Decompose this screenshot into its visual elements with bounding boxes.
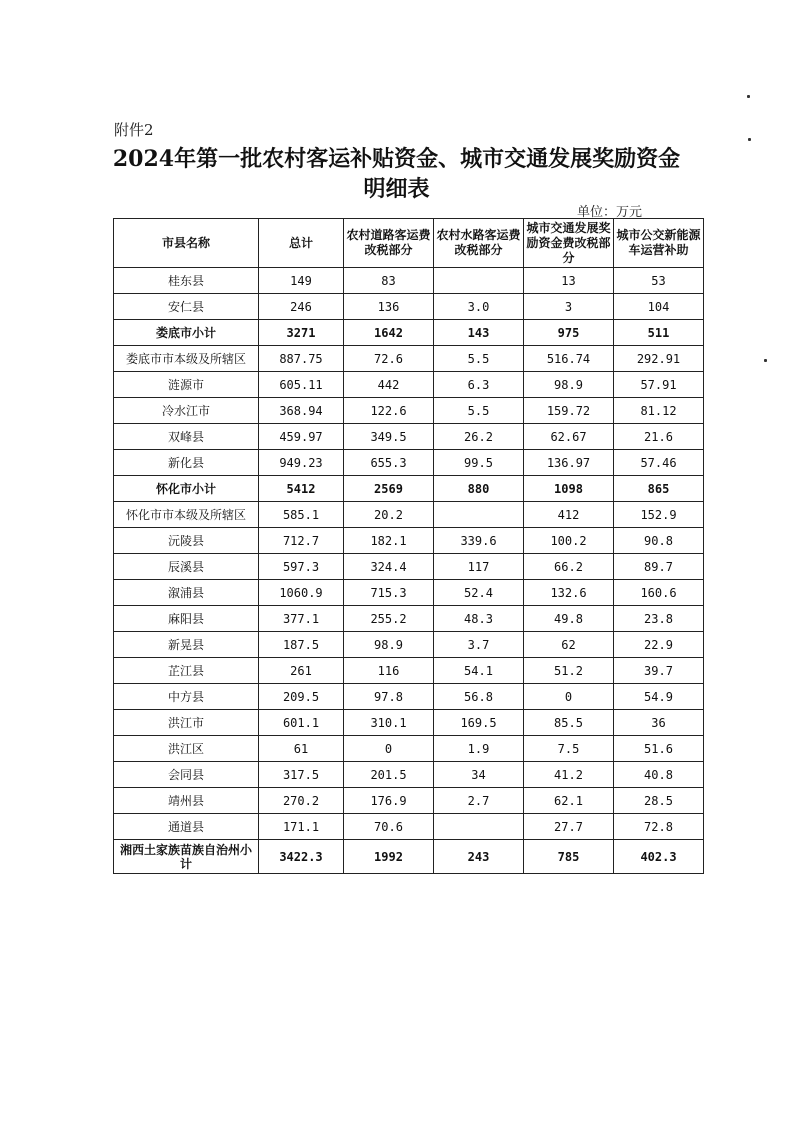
table-cell-road: 442 [344,372,434,398]
table-cell-urban: 975 [524,320,614,346]
table-cell-urban: 7.5 [524,736,614,762]
table-cell-bus: 51.6 [614,736,704,762]
table-cell-bus: 160.6 [614,580,704,606]
table-cell-name: 洪江区 [114,736,259,762]
table-cell-urban: 62.67 [524,424,614,450]
table-cell-urban: 132.6 [524,580,614,606]
table-cell-name: 麻阳县 [114,606,259,632]
table-cell-bus: 39.7 [614,658,704,684]
table-row [114,346,704,372]
table-cell-total: 459.97 [259,424,344,450]
table-row [114,762,704,788]
table-cell-urban: 51.2 [524,658,614,684]
table-cell-bus: 54.9 [614,684,704,710]
table-row [114,372,704,398]
table-cell-water: 56.8 [434,684,524,710]
table-row [114,684,704,710]
table-cell-water: 26.2 [434,424,524,450]
table-row [114,658,704,684]
table-row [114,424,704,450]
table-cell-urban: 49.8 [524,606,614,632]
unit-label: 单位：万元 [577,205,643,220]
table-cell-bus: 81.12 [614,398,704,424]
column-header-total: 总计 [259,219,344,268]
table-cell-urban: 0 [524,684,614,710]
table-cell-water: 99.5 [434,450,524,476]
table-row [114,606,704,632]
table-cell-name: 辰溪县 [114,554,259,580]
table-cell-road: 201.5 [344,762,434,788]
table-cell-name: 会同县 [114,762,259,788]
table-cell-total: 246 [259,294,344,320]
column-header-urban: 城市交通发展奖励资金费改税部分 [524,219,614,268]
table-row [114,320,704,346]
table-row [114,476,704,502]
table-cell-total: 712.7 [259,528,344,554]
table-cell-total: 585.1 [259,502,344,528]
table-cell-name: 涟源市 [114,372,259,398]
table-cell-road: 116 [344,658,434,684]
scan-speck [764,359,767,362]
table-row [114,268,704,294]
table-cell-total: 597.3 [259,554,344,580]
subsidy-table [113,218,704,874]
table-cell-road: 182.1 [344,528,434,554]
table-cell-bus: 402.3 [614,840,704,874]
table-cell-total: 949.23 [259,450,344,476]
table-cell-bus: 23.8 [614,606,704,632]
table-cell-water: 117 [434,554,524,580]
table-cell-urban: 13 [524,268,614,294]
table-cell-water: 54.1 [434,658,524,684]
table-cell-bus: 72.8 [614,814,704,840]
table-cell-bus: 104 [614,294,704,320]
table-cell-total: 3422.3 [259,840,344,874]
table-cell-name: 怀化市市本级及所辖区 [114,502,259,528]
table-cell-bus: 292.91 [614,346,704,372]
table-cell-name: 通道县 [114,814,259,840]
table-cell-bus: 57.46 [614,450,704,476]
table-cell-total: 270.2 [259,788,344,814]
table-row [114,502,704,528]
table-cell-bus: 90.8 [614,528,704,554]
table-cell-total: 368.94 [259,398,344,424]
table-cell-urban: 785 [524,840,614,874]
table-cell-road: 2569 [344,476,434,502]
table-cell-bus: 89.7 [614,554,704,580]
table-cell-water: 3.7 [434,632,524,658]
table-cell-total: 261 [259,658,344,684]
table-cell-urban: 516.74 [524,346,614,372]
table-row [114,580,704,606]
table-cell-total: 5412 [259,476,344,502]
table-cell-total: 3271 [259,320,344,346]
document-title-line2: 明细表 [363,176,430,202]
table-cell-bus: 22.9 [614,632,704,658]
table-cell-name: 湘西土家族苗族自治州小计 [114,840,259,874]
table-cell-name: 桂东县 [114,268,259,294]
table-row [114,736,704,762]
table-row [114,398,704,424]
table-row [114,710,704,736]
table-cell-urban: 62 [524,632,614,658]
table-cell-road: 176.9 [344,788,434,814]
table-cell-bus: 57.91 [614,372,704,398]
table-cell-bus: 40.8 [614,762,704,788]
table-cell-name: 溆浦县 [114,580,259,606]
table-cell-name: 冷水江市 [114,398,259,424]
table-cell-bus: 53 [614,268,704,294]
table-cell-water: 34 [434,762,524,788]
table-cell-road: 97.8 [344,684,434,710]
table-cell-name: 中方县 [114,684,259,710]
table-cell-water [434,268,524,294]
column-header-road: 农村道路客运费改税部分 [344,219,434,268]
table-cell-name: 沅陵县 [114,528,259,554]
table-cell-water: 243 [434,840,524,874]
table-cell-total: 61 [259,736,344,762]
table-cell-urban: 66.2 [524,554,614,580]
column-header-name: 市县名称 [114,219,259,268]
table-cell-road: 715.3 [344,580,434,606]
table-cell-urban: 41.2 [524,762,614,788]
table-cell-name: 安仁县 [114,294,259,320]
table-cell-road: 122.6 [344,398,434,424]
table-cell-water: 52.4 [434,580,524,606]
table-cell-total: 377.1 [259,606,344,632]
table-cell-urban: 136.97 [524,450,614,476]
table-cell-name: 新化县 [114,450,259,476]
table-row [114,632,704,658]
table-cell-water: 5.5 [434,346,524,372]
document-title: 2024年第一批农村客运补贴资金、城市交通发展奖励资金 [112,146,681,172]
table-row [114,294,704,320]
table-cell-road: 72.6 [344,346,434,372]
table-cell-water [434,502,524,528]
table-cell-name: 怀化市小计 [114,476,259,502]
table-cell-urban: 412 [524,502,614,528]
table-cell-bus: 511 [614,320,704,346]
table-body [114,268,704,874]
table-cell-road: 655.3 [344,450,434,476]
table-cell-total: 209.5 [259,684,344,710]
table-cell-total: 887.75 [259,346,344,372]
scan-speck [748,138,751,141]
table-cell-water: 1.9 [434,736,524,762]
table-cell-road: 0 [344,736,434,762]
table-cell-road: 255.2 [344,606,434,632]
table-cell-water: 3.0 [434,294,524,320]
table-cell-road: 70.6 [344,814,434,840]
table-cell-road: 310.1 [344,710,434,736]
table-cell-bus: 36 [614,710,704,736]
table-cell-urban: 100.2 [524,528,614,554]
table-cell-bus: 865 [614,476,704,502]
table-cell-urban: 98.9 [524,372,614,398]
table-row [114,788,704,814]
table-cell-water: 5.5 [434,398,524,424]
table-row [114,814,704,840]
table-cell-name: 洪江市 [114,710,259,736]
table-cell-name: 新晃县 [114,632,259,658]
table-cell-name: 双峰县 [114,424,259,450]
table-cell-urban: 27.7 [524,814,614,840]
table-cell-total: 605.11 [259,372,344,398]
table-cell-water: 880 [434,476,524,502]
table-cell-total: 171.1 [259,814,344,840]
table-cell-road: 1992 [344,840,434,874]
table-cell-name: 娄底市小计 [114,320,259,346]
table-cell-total: 149 [259,268,344,294]
table-cell-water: 2.7 [434,788,524,814]
table-cell-urban: 85.5 [524,710,614,736]
table-cell-water: 169.5 [434,710,524,736]
table-cell-water: 48.3 [434,606,524,632]
table-cell-water: 143 [434,320,524,346]
table-cell-road: 1642 [344,320,434,346]
table-cell-water: 6.3 [434,372,524,398]
table-cell-total: 317.5 [259,762,344,788]
table-cell-urban: 1098 [524,476,614,502]
table-header-row [114,219,704,268]
table-cell-name: 娄底市市本级及所辖区 [114,346,259,372]
table-cell-road: 20.2 [344,502,434,528]
table-cell-water: 339.6 [434,528,524,554]
table-cell-urban: 3 [524,294,614,320]
scan-speck [747,95,750,98]
table-cell-bus: 28.5 [614,788,704,814]
table-row [114,554,704,580]
table-cell-road: 349.5 [344,424,434,450]
table-cell-name: 芷江县 [114,658,259,684]
attachment-label: 附件2 [114,121,154,139]
column-header-bus: 城市公交新能源车运营补助 [614,219,704,268]
table-cell-road: 136 [344,294,434,320]
table-cell-total: 601.1 [259,710,344,736]
table-cell-name: 靖州县 [114,788,259,814]
table-cell-urban: 62.1 [524,788,614,814]
table-cell-bus: 21.6 [614,424,704,450]
table-row [114,528,704,554]
table-cell-total: 187.5 [259,632,344,658]
table-cell-water [434,814,524,840]
table-cell-bus: 152.9 [614,502,704,528]
table-row [114,840,704,874]
table-cell-road: 98.9 [344,632,434,658]
table-cell-total: 1060.9 [259,580,344,606]
table-row [114,450,704,476]
table-cell-road: 83 [344,268,434,294]
table-cell-urban: 159.72 [524,398,614,424]
table-cell-road: 324.4 [344,554,434,580]
column-header-water: 农村水路客运费改税部分 [434,219,524,268]
